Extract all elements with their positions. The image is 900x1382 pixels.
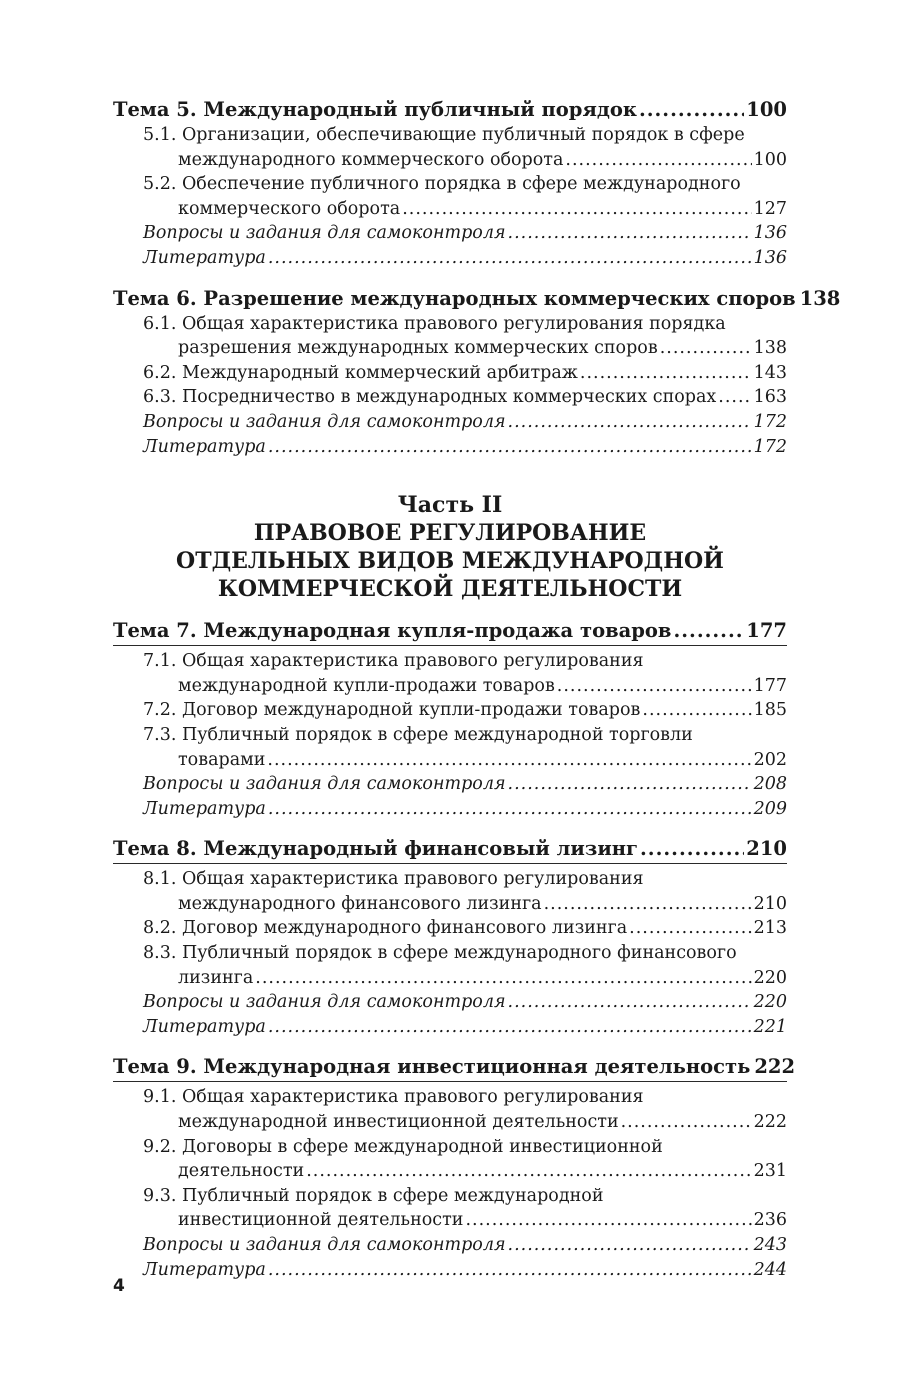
toc-leader-dots [268, 797, 752, 822]
toc-entry-line [113, 748, 787, 773]
toc-entry[interactable] [113, 916, 787, 941]
toc-part-one-section [113, 96, 841, 459]
toc-entry-line [113, 1159, 787, 1184]
toc-entry-line [113, 1135, 787, 1160]
toc-entry-text: разрешения международных коммерческих споров [178, 338, 658, 359]
toc-page-number: 185 [753, 700, 787, 721]
toc-topic-title: Тема 6. Разрешение международных коммерческих споров [113, 286, 796, 310]
toc-page-number: 221 [753, 1016, 787, 1037]
toc-page-number: 143 [753, 362, 787, 383]
toc-entry-text: 5.2. Обеспечение публичного порядка в сфере международного [143, 174, 741, 195]
toc-entry-line [113, 312, 787, 337]
toc-topic-heading[interactable] [113, 285, 841, 312]
toc-entry[interactable] [113, 312, 787, 361]
toc-entry[interactable] [113, 990, 787, 1015]
toc-entry-line [113, 123, 787, 148]
toc-entry-text: 5.1. Организации, обеспечивающие публичный порядок в сфере [143, 125, 745, 145]
toc-leader-dots [255, 966, 751, 991]
toc-entry[interactable] [113, 723, 787, 772]
toc-entry-line [113, 410, 787, 435]
toc-leader-dots [402, 197, 751, 222]
toc-page-number: 100 [746, 98, 787, 121]
toc-topic-title: Тема 7. Международная купля-продажа товаров [113, 619, 672, 643]
toc-entry-text: международной инвестиционной деятельности [178, 1112, 619, 1133]
toc-entry-line [113, 867, 787, 892]
toc-entry[interactable] [113, 385, 787, 410]
toc-topic [113, 96, 787, 271]
toc-leader-dots [660, 336, 752, 361]
toc-entry[interactable] [113, 246, 787, 271]
toc-leader-dots [508, 221, 752, 246]
toc-leader-dots [268, 246, 752, 271]
toc-page-number: 138 [799, 286, 841, 310]
toc-entry[interactable] [113, 1258, 787, 1283]
toc-entry[interactable] [113, 123, 787, 172]
toc-entry-text: Вопросы и задания для самоконтроля [143, 223, 506, 244]
toc-topic-heading[interactable] [113, 1053, 796, 1082]
toc-entry[interactable] [113, 435, 787, 460]
toc-page-number: 231 [753, 1161, 787, 1182]
toc-entry-line [113, 990, 787, 1015]
toc-entry[interactable] [113, 221, 787, 246]
toc-page-number: 220 [753, 967, 787, 988]
toc-entry-line [113, 966, 787, 991]
toc-page-number: 244 [753, 1259, 787, 1280]
toc-leader-dots [465, 1208, 751, 1233]
toc-entry[interactable] [113, 797, 787, 822]
toc-entry-line [113, 385, 787, 410]
toc-entry-text: 7.2. Договор международной купли-продажи товаров [143, 700, 641, 721]
toc-entry-line [113, 172, 787, 197]
page-number: 4 [113, 1276, 125, 1296]
toc-page-number: 210 [746, 837, 787, 861]
toc-entry-text: Литература [143, 436, 266, 457]
toc-leader-dots [557, 674, 752, 699]
toc-topic-title: Тема 9. Международная инвестиционная деятельность [113, 1055, 751, 1079]
toc-entry-line [113, 649, 787, 674]
toc-leader-dots [268, 1258, 752, 1283]
toc-leader-dots [268, 435, 752, 460]
toc-entry-line [113, 435, 787, 460]
toc-entry[interactable] [113, 649, 787, 698]
toc-topic-title: Тема 8. Международный финансовый лизинг [113, 837, 639, 861]
toc-entry-line [113, 221, 787, 246]
toc-entry[interactable] [113, 698, 787, 723]
toc-leader-dots [639, 96, 744, 123]
toc-entry[interactable] [113, 410, 787, 435]
toc-entry-text: Вопросы и задания для самоконтроля [143, 1235, 506, 1255]
toc-page-number: 163 [753, 387, 787, 408]
toc-page-number: 209 [753, 798, 787, 819]
toc-entry-text: международной купли-продажи товаров [178, 675, 555, 696]
toc-entry-text: Вопросы и задания для самоконтроля [143, 774, 506, 795]
toc-entry-text: 8.3. Публичный порядок в сфере международного финансового [143, 943, 737, 964]
toc-entry-line [113, 1110, 787, 1135]
toc-entry-line [113, 361, 787, 386]
toc-entry-text: 6.3. Посредничество в международных коммерческих спорах [143, 387, 717, 408]
toc-topic [113, 617, 787, 821]
toc-entry-text: 7.1. Общая характеристика правового регулирования [143, 651, 644, 672]
toc-entry-text: Литература [143, 247, 266, 268]
toc-entry-line [113, 246, 787, 271]
toc-leader-dots [544, 892, 752, 917]
toc-entry-text: 8.1. Общая характеристика правового регулирования [143, 869, 644, 890]
toc-entry-line [113, 797, 787, 822]
toc-page-number: 172 [753, 436, 787, 457]
part-title-line: ОТДЕЛЬНЫХ ВИДОВ МЕЖДУНАРОДНОЙ [176, 548, 724, 575]
toc-page-number: 172 [753, 411, 787, 432]
toc-entry-line [113, 1184, 787, 1209]
toc-page-number: 136 [753, 247, 787, 268]
toc-topic-title: Тема 5. Международный публичный порядок [113, 98, 637, 121]
part-title-line: КОММЕРЧЕСКОЙ ДЕЯТЕЛЬНОСТИ [217, 576, 683, 603]
toc-entry-text: деятельности [178, 1161, 305, 1182]
toc-entry-text: 6.2. Международный коммерческий арбитраж [143, 362, 578, 383]
toc-entry-line [113, 197, 787, 222]
toc-entry-text: международного финансового лизинга [178, 893, 542, 914]
toc-page-number: 202 [753, 749, 787, 770]
toc-leader-dots [508, 990, 752, 1015]
toc-page-number: 127 [753, 198, 787, 219]
toc-entry-text: Литература [143, 798, 266, 819]
toc-page-number: 222 [753, 1112, 787, 1133]
toc-entry-text: инвестиционной деятельности [178, 1210, 464, 1231]
toc-entry-line [113, 336, 787, 361]
part-title-line: ПРАВОВОЕ РЕГУЛИРОВАНИЕ [253, 520, 647, 547]
toc-entry[interactable] [113, 361, 787, 386]
toc-entry-text: 6.1. Общая характеристика правового регулирования порядка [143, 313, 726, 334]
toc-page-number: 213 [753, 918, 787, 939]
toc-leader-dots [508, 772, 752, 797]
toc-topic-heading[interactable] [113, 617, 787, 646]
toc-page-number: 138 [753, 338, 787, 359]
toc-entry[interactable] [113, 1233, 787, 1258]
toc-entry-line [113, 916, 787, 941]
toc-leader-dots [718, 385, 751, 410]
toc-entry[interactable] [113, 1135, 787, 1184]
toc-leader-dots [642, 698, 751, 723]
toc-entry-line [113, 698, 787, 723]
toc-page-number: 136 [753, 223, 787, 244]
toc-leader-dots [268, 1015, 752, 1040]
toc-topic-heading[interactable] [113, 835, 787, 864]
toc-topic [113, 285, 841, 460]
toc-topic-heading[interactable] [113, 96, 787, 123]
toc-page-number: 220 [753, 992, 787, 1013]
toc-entry-text: Литература [143, 1016, 266, 1037]
toc-leader-dots [267, 748, 751, 773]
toc-entry-line [113, 723, 787, 748]
toc-entry-text: 7.3. Публичный порядок в сфере международной торговли [143, 724, 693, 745]
toc-entry-line [113, 1233, 787, 1258]
toc-entry-text: Литература [143, 1259, 266, 1280]
toc-leader-dots [306, 1159, 751, 1184]
toc-page-number: 177 [753, 675, 787, 696]
toc-part-two-section [113, 617, 796, 1282]
toc-entry-text: лизинга [178, 967, 254, 988]
table-of-contents [113, 96, 841, 1282]
toc-leader-dots [629, 916, 751, 941]
toc-entry-line [113, 1258, 787, 1283]
toc-page-number: 236 [753, 1210, 787, 1231]
toc-topic [113, 835, 787, 1039]
part-label: Часть II [397, 492, 503, 519]
toc-entry-text: 9.3. Публичный порядок в сфере международной [143, 1185, 604, 1206]
toc-leader-dots [508, 410, 752, 435]
toc-entry-text: Вопросы и задания для самоконтроля [143, 992, 506, 1013]
toc-entry-line [113, 1015, 787, 1040]
toc-topic [113, 1053, 796, 1282]
toc-page-number: 243 [753, 1235, 787, 1255]
toc-page-number: 177 [746, 619, 787, 643]
toc-entry-line [113, 674, 787, 699]
toc-entry-line [113, 772, 787, 797]
toc-entry-text: коммерческого оборота [178, 198, 401, 219]
toc-page-number: 100 [753, 149, 787, 170]
toc-entry[interactable] [113, 867, 787, 916]
toc-entry-text: 8.2. Договор международного финансового лизинга [143, 918, 628, 939]
toc-entry[interactable] [113, 1085, 787, 1134]
toc-entry[interactable] [113, 172, 787, 221]
toc-leader-dots [565, 148, 751, 173]
toc-leader-dots [640, 835, 744, 862]
toc-entry-text: международного коммерческого оборота [178, 149, 564, 170]
part-heading [113, 491, 787, 603]
toc-page-number: 222 [754, 1055, 796, 1079]
toc-entry-text: 9.1. Общая характеристика правового регулирования [143, 1087, 644, 1108]
toc-leader-dots [508, 1233, 752, 1258]
toc-entry-line [113, 148, 787, 173]
toc-entry-text: товарами [178, 749, 266, 770]
toc-entry-line [113, 941, 787, 966]
toc-leader-dots [580, 361, 752, 386]
toc-entry-line [113, 1208, 787, 1233]
toc-leader-dots [673, 617, 744, 644]
toc-entry[interactable] [113, 772, 787, 797]
toc-entry-line [113, 1085, 787, 1110]
toc-entry[interactable] [113, 1015, 787, 1040]
toc-leader-dots [621, 1110, 752, 1135]
toc-page-number: 208 [753, 774, 787, 795]
toc-entry[interactable] [113, 941, 787, 990]
toc-page-number: 210 [753, 893, 787, 914]
toc-entry-line [113, 892, 787, 917]
toc-entry-text: 9.2. Договоры в сфере международной инвестиционной [143, 1136, 663, 1157]
toc-entry-text: Вопросы и задания для самоконтроля [143, 411, 506, 432]
toc-entry[interactable] [113, 1184, 787, 1233]
